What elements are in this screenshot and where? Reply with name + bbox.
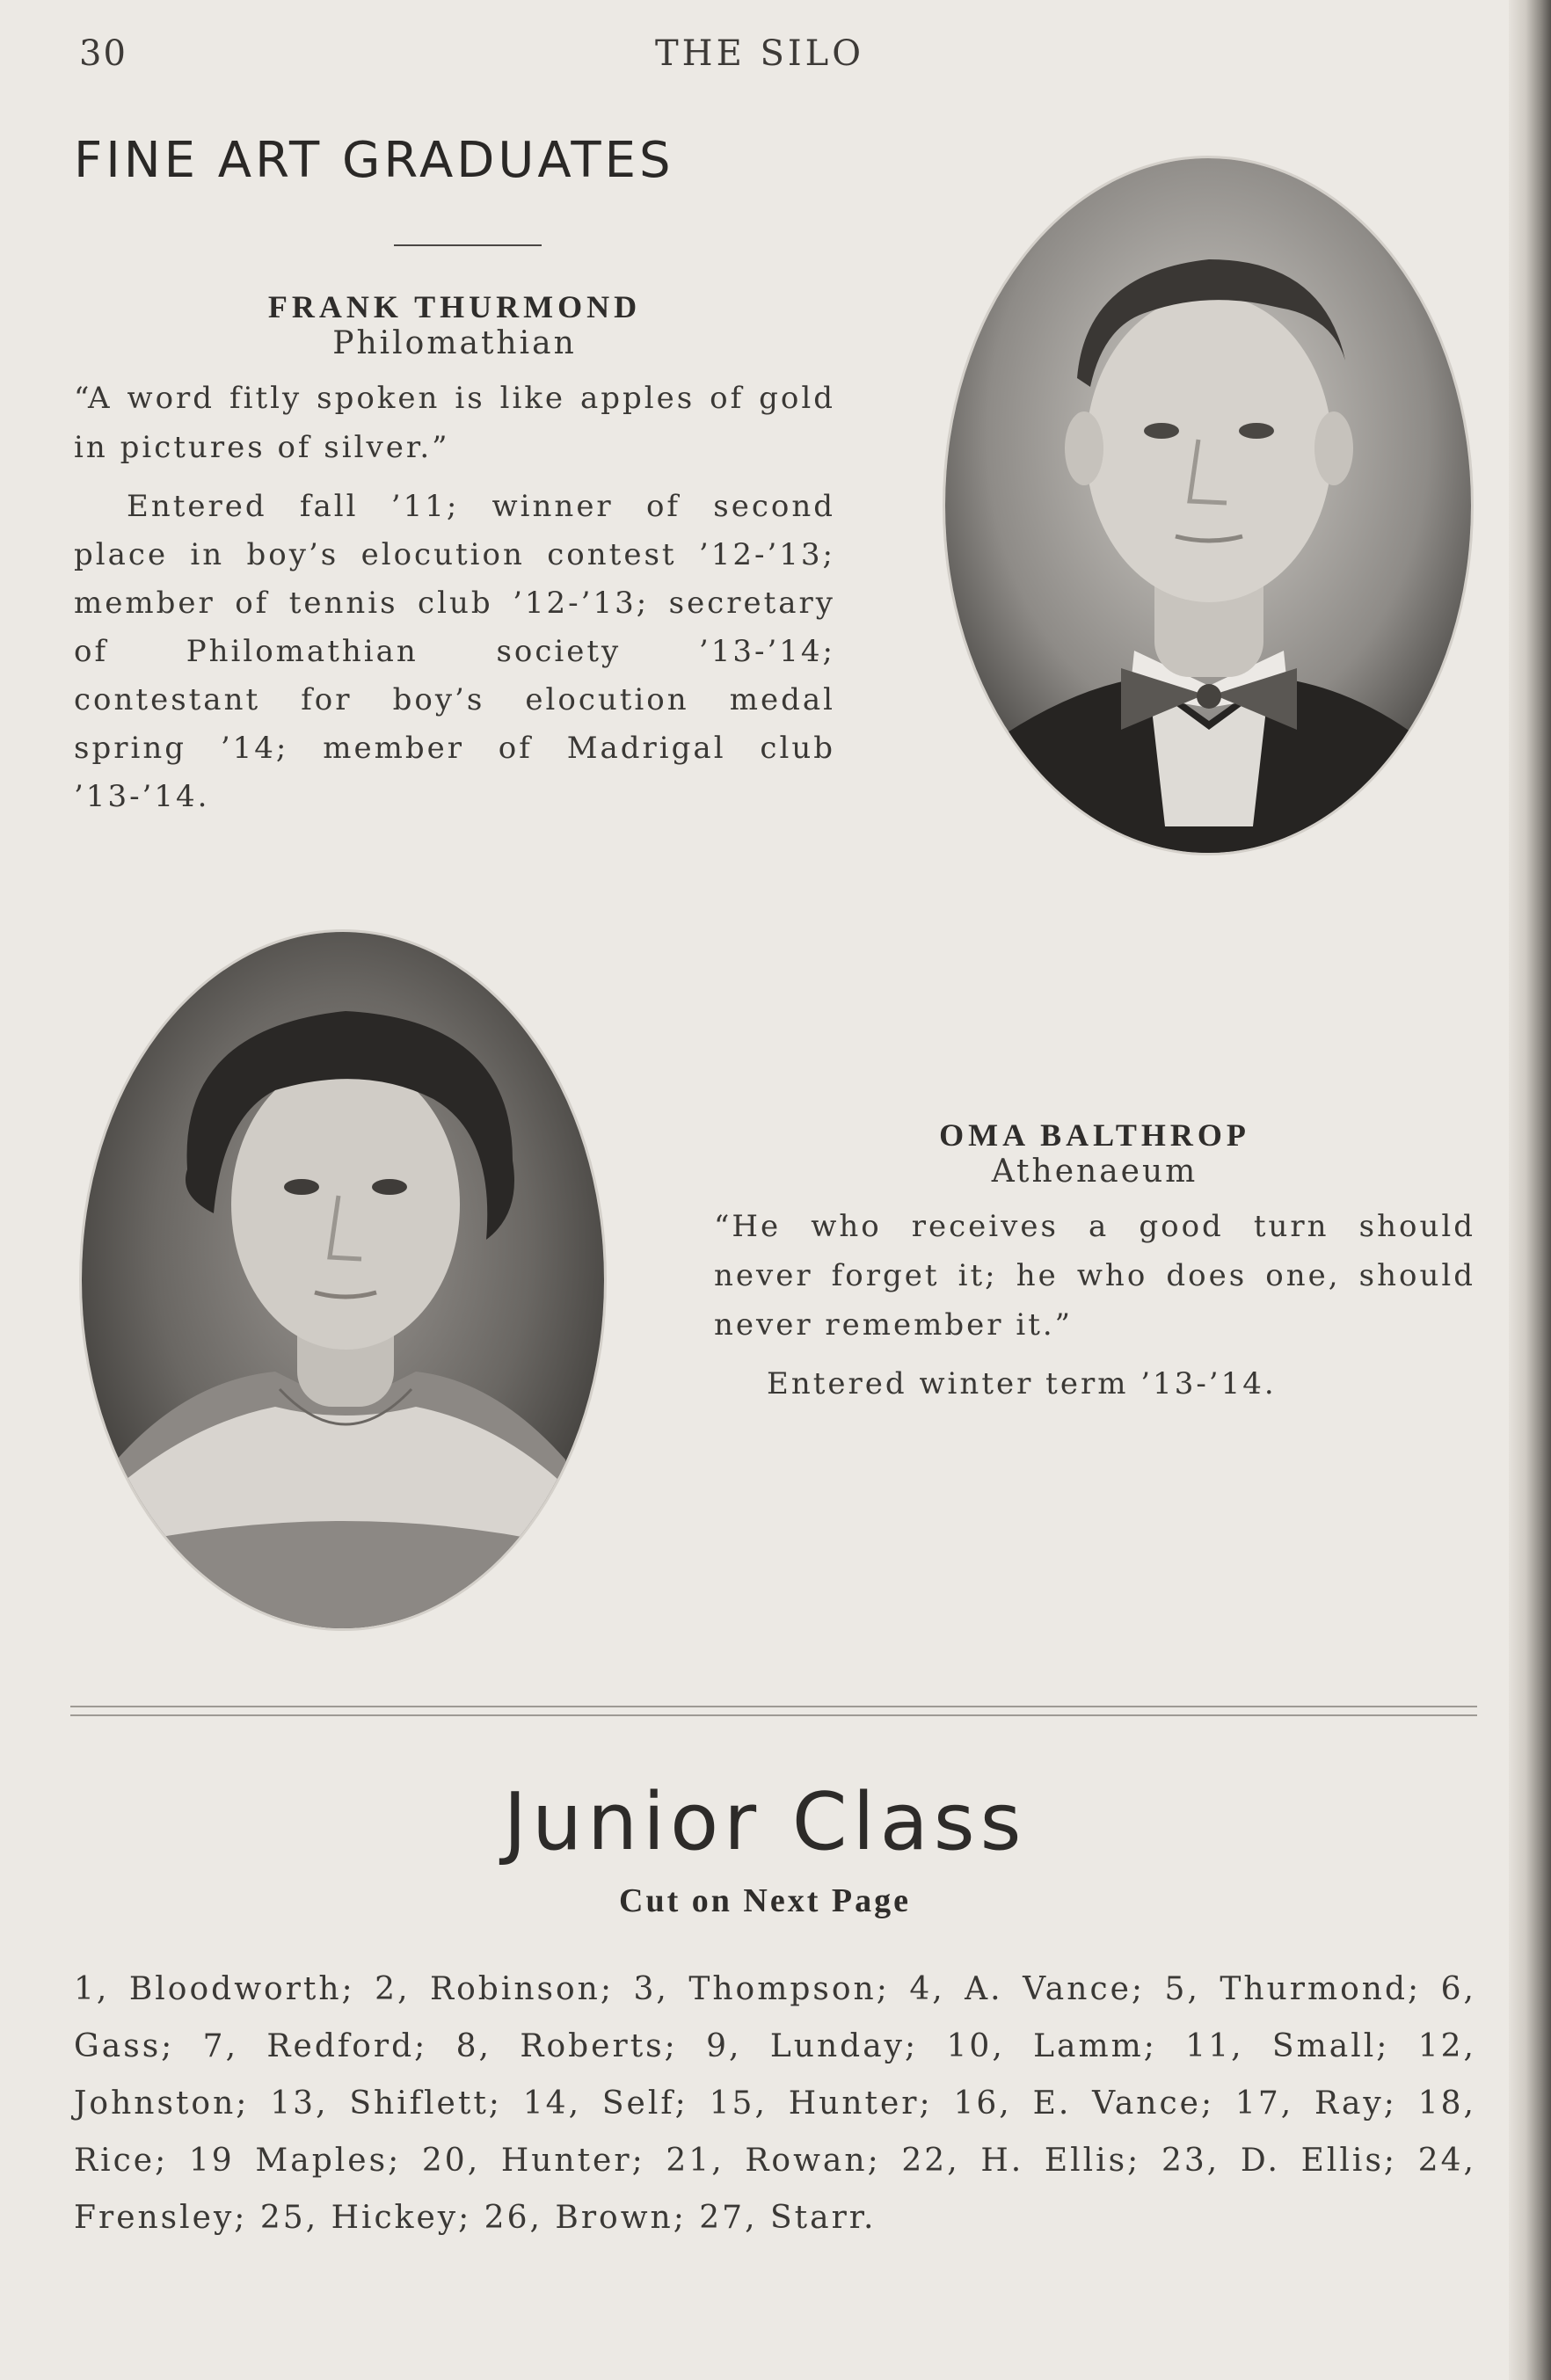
section-divider	[70, 1706, 1477, 1716]
graduate-name: FRANK THURMOND	[267, 289, 642, 324]
junior-class-roster: 1, Bloodworth; 2, Robinson; 3, Thompson; 4, A. Vance; 5, Thurmond; 6, Gass; 7, Redford; 8, Roberts; 9, Lunday; 10, Lamm; 11, Small; 12, Johnston; 13, Shiflett; 14, Self; 15, Hunter; 16, E. Vance; 17, Ray; 18, Rice; 19 Maples; 20, Hunter; 21, Rowan; 22, H. Ellis; 23, D. Ellis; 24, Frensley; 25, Hickey; 26, Brown; 27, Starr.	[74, 1971, 1476, 2236]
page-number: 30	[79, 33, 127, 74]
graduate-quote: “He who receives a good turn should never forget it; he who does one, should never remember it.”	[714, 1209, 1475, 1343]
graduate-entry-frank	[74, 288, 835, 821]
title-rule	[394, 244, 542, 246]
page-edge-shadow	[1509, 0, 1551, 2380]
graduate-bio: Entered winter term ’13-’14.	[767, 1366, 1277, 1401]
junior-class-subtitle: Cut on Next Page	[619, 1882, 911, 1919]
graduate-quote: “A word fitly spoken is like apples of gold in pictures of silver.”	[74, 381, 835, 465]
portrait-oma-balthrop	[82, 932, 604, 1628]
portrait-frank-thurmond	[945, 158, 1471, 853]
graduate-entry-oma	[714, 1117, 1475, 1408]
graduate-bio: Entered fall ’11; winner of second place in boy’s elocution contest ’12-’13; member of tennis club ’12-’13; secretary of Philomathian society ’13-’14; contestant for boy’s elocution medal spring ’14; member of Madrigal club ’13-’14.	[74, 489, 835, 814]
junior-class-title: Junior Class	[503, 1776, 1027, 1868]
graduate-society: Philomathian	[332, 325, 577, 361]
running-title: THE SILO	[655, 33, 865, 74]
graduate-society: Athenaeum	[991, 1154, 1198, 1190]
graduate-name: OMA BALTHROP	[939, 1117, 1250, 1153]
section-title: FINE ART GRADUATES	[74, 132, 674, 189]
